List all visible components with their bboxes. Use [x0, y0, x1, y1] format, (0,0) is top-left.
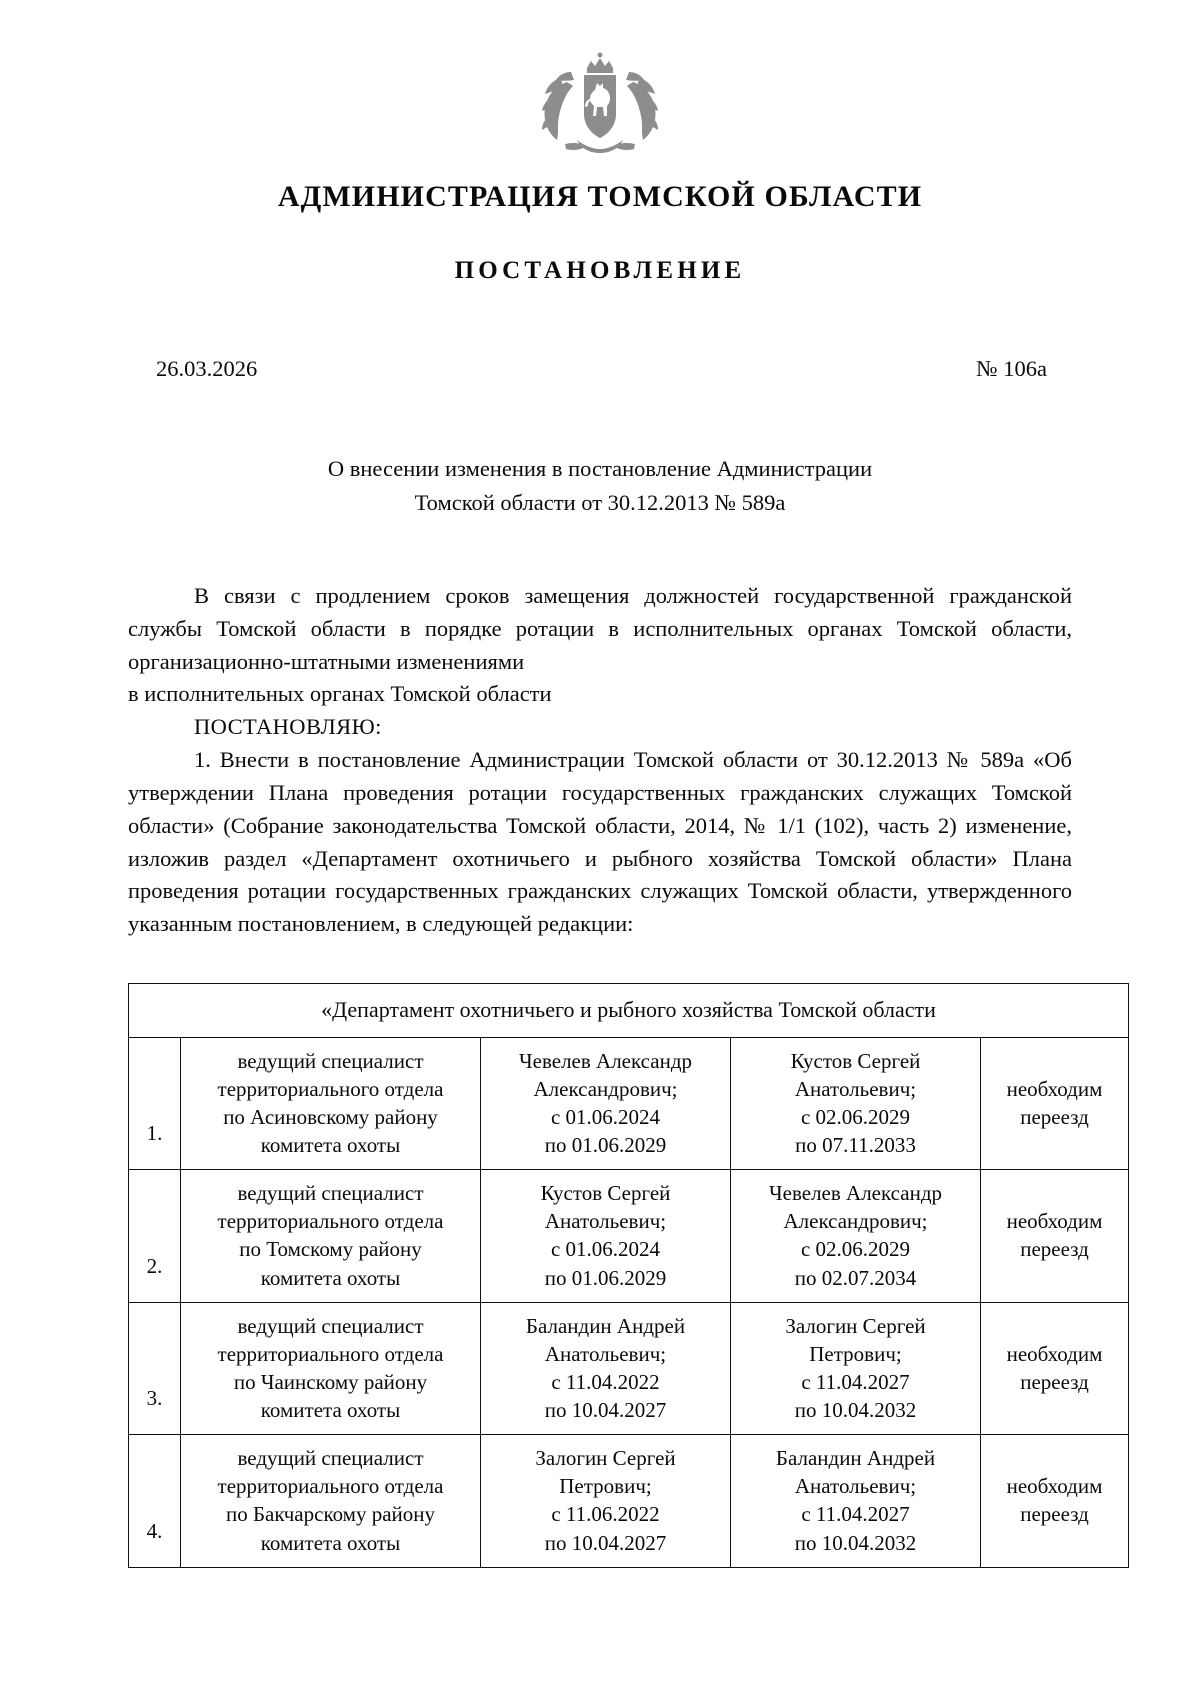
text-line: по Томскому району — [239, 1237, 422, 1262]
document-body — [128, 580, 1072, 941]
text-line: Анатольевич; — [794, 1076, 917, 1101]
item-1-paragraph: 1. Внести в постановление Администрации Томской области от 30.12.2013 № 589а «Об утверждении Плана проведения ротации государственных гражданских служащих Томской области» (Собрание законодательства Томской области, 2014, № 1/1 (102), часть 2) изменение, изложив раздел «Департамент охотничьего и рыбного хозяйства Томской области» Плана проведения ротации государственных гражданских служащих Томской области, утвержденного указанным постановлением, в следующей редакции: — [128, 747, 1072, 937]
rotation-plan-table — [128, 983, 1129, 1567]
text-line: необходим — [1006, 1076, 1103, 1101]
text-line: необходим — [1006, 1209, 1103, 1234]
text-line: территориального отдела — [217, 1474, 444, 1499]
row-position-cell — [181, 1435, 481, 1568]
coat-of-arms-icon — [525, 52, 675, 160]
text-line: с 02.06.2029 — [800, 1104, 911, 1129]
text-line: Кустов Сергей — [540, 1181, 671, 1206]
text-line: комитета охоты — [260, 1530, 401, 1555]
text-line: с 01.06.2024 — [550, 1104, 661, 1129]
row-next-officer-cell — [731, 1170, 981, 1303]
row-current-officer-cell — [481, 1302, 731, 1435]
text-line: Анатольевич; — [544, 1209, 667, 1234]
text-line: Александрович; — [783, 1209, 928, 1234]
document-kind-title: ПОСТАНОВЛЕНИЕ — [454, 257, 746, 284]
text-line: Анатольевич; — [544, 1341, 667, 1366]
text-line: по 07.11.2033 — [795, 1133, 916, 1157]
text-line: по 02.07.2034 — [794, 1265, 917, 1290]
text-line: комитета охоты — [260, 1265, 401, 1290]
row-next-officer-cell — [731, 1037, 981, 1170]
document-subject — [220, 452, 980, 520]
document-date: 26.03.2026 — [156, 355, 258, 381]
text-line: ведущий специалист — [237, 1048, 424, 1073]
row-note-cell — [981, 1435, 1129, 1568]
row-current-officer-cell — [481, 1435, 731, 1568]
text-line: территориального отдела — [217, 1209, 444, 1234]
text-line: переезд — [1020, 1369, 1089, 1394]
text-line: ведущий специалист — [237, 1446, 424, 1471]
text-line: с 02.06.2029 — [800, 1237, 911, 1262]
text-line: Залогин Сергей — [535, 1446, 676, 1471]
text-line: по 01.06.2029 — [544, 1133, 667, 1157]
row-note-cell — [981, 1302, 1129, 1435]
row-position-cell — [181, 1037, 481, 1170]
text-line: Петрович; — [559, 1474, 652, 1499]
text-line: по 10.04.2027 — [544, 1398, 667, 1422]
row-index-cell: 4. — [129, 1435, 181, 1568]
row-current-officer-cell — [481, 1170, 731, 1303]
text-line: Чевелев Александр — [518, 1048, 692, 1073]
text-line: Чевелев Александр — [768, 1181, 942, 1206]
table-body — [129, 984, 1129, 1567]
text-line: с 11.04.2027 — [801, 1502, 910, 1527]
text-line: территориального отдела — [217, 1076, 444, 1101]
text-line: территориального отдела — [217, 1341, 444, 1366]
text-line: комитета охоты — [260, 1398, 401, 1422]
text-line: с 11.04.2022 — [551, 1369, 660, 1394]
text-line: переезд — [1020, 1237, 1089, 1262]
text-line: Баландин Андрей — [775, 1446, 936, 1471]
table-row — [129, 1435, 1129, 1568]
text-line: с 11.06.2022 — [551, 1502, 660, 1527]
text-line: по Асиновскому району — [223, 1104, 438, 1129]
row-index-cell: 2. — [129, 1170, 181, 1303]
text-line: Кустов Сергей — [790, 1048, 921, 1073]
row-current-officer-cell — [481, 1037, 731, 1170]
text-line: с 11.04.2027 — [801, 1369, 910, 1394]
text-line: необходим — [1006, 1341, 1103, 1366]
document-meta-row — [128, 355, 1072, 382]
row-position-cell — [181, 1170, 481, 1303]
text-line: с 01.06.2024 — [550, 1237, 661, 1262]
emblem-container — [128, 52, 1072, 162]
text-line: по 10.04.2032 — [794, 1398, 917, 1422]
row-note-cell — [981, 1170, 1129, 1303]
text-line: Александрович; — [533, 1076, 678, 1101]
table-caption-cell: «Департамент охотничьего и рыбного хозяйства Томской области — [129, 984, 1129, 1037]
subject-line-2: Томской области от 30.12.2013 № 589а — [414, 489, 786, 515]
row-next-officer-cell — [731, 1435, 981, 1568]
table-caption-row — [129, 984, 1129, 1037]
table-row — [129, 1037, 1129, 1170]
text-line: Анатольевич; — [794, 1474, 917, 1499]
row-index-cell: 1. — [129, 1037, 181, 1170]
row-note-cell — [981, 1037, 1129, 1170]
text-line: ведущий специалист — [237, 1181, 424, 1206]
text-line: комитета охоты — [260, 1133, 401, 1157]
text-line: по 01.06.2029 — [544, 1265, 667, 1290]
preamble-tail: в исполнительных органах Томской области — [128, 681, 552, 707]
table-row — [129, 1302, 1129, 1435]
text-line: по 10.04.2032 — [794, 1530, 917, 1555]
decree-keyword: ПОСТАНОВЛЯЮ: — [194, 714, 382, 740]
text-line: необходим — [1006, 1474, 1103, 1499]
text-line: Залогин Сергей — [785, 1313, 926, 1338]
subject-line-1: О внесении изменения в постановление Администрации — [327, 455, 873, 481]
table-row — [129, 1170, 1129, 1303]
text-line: ведущий специалист — [237, 1313, 424, 1338]
text-line: по Бакчарскому району — [225, 1502, 436, 1527]
preamble-paragraph: В связи с продлением сроков замещения должностей государственной гражданской службы Томской области в порядке ротации в исполнительных органах Томской области, организационно-штатными изменениями — [128, 582, 1072, 674]
text-line: Петрович; — [809, 1341, 902, 1366]
text-line: по Чаинскому району — [233, 1369, 428, 1394]
row-index-cell: 3. — [129, 1302, 181, 1435]
text-line: по 10.04.2027 — [544, 1530, 667, 1555]
text-line: переезд — [1020, 1104, 1089, 1129]
text-line: Баландин Андрей — [525, 1313, 686, 1338]
page-title: АДМИНИСТРАЦИЯ ТОМСКОЙ ОБЛАСТИ — [277, 180, 923, 213]
text-line: переезд — [1020, 1502, 1089, 1527]
document-number: № 106а — [976, 355, 1047, 381]
row-next-officer-cell — [731, 1302, 981, 1435]
row-position-cell — [181, 1302, 481, 1435]
